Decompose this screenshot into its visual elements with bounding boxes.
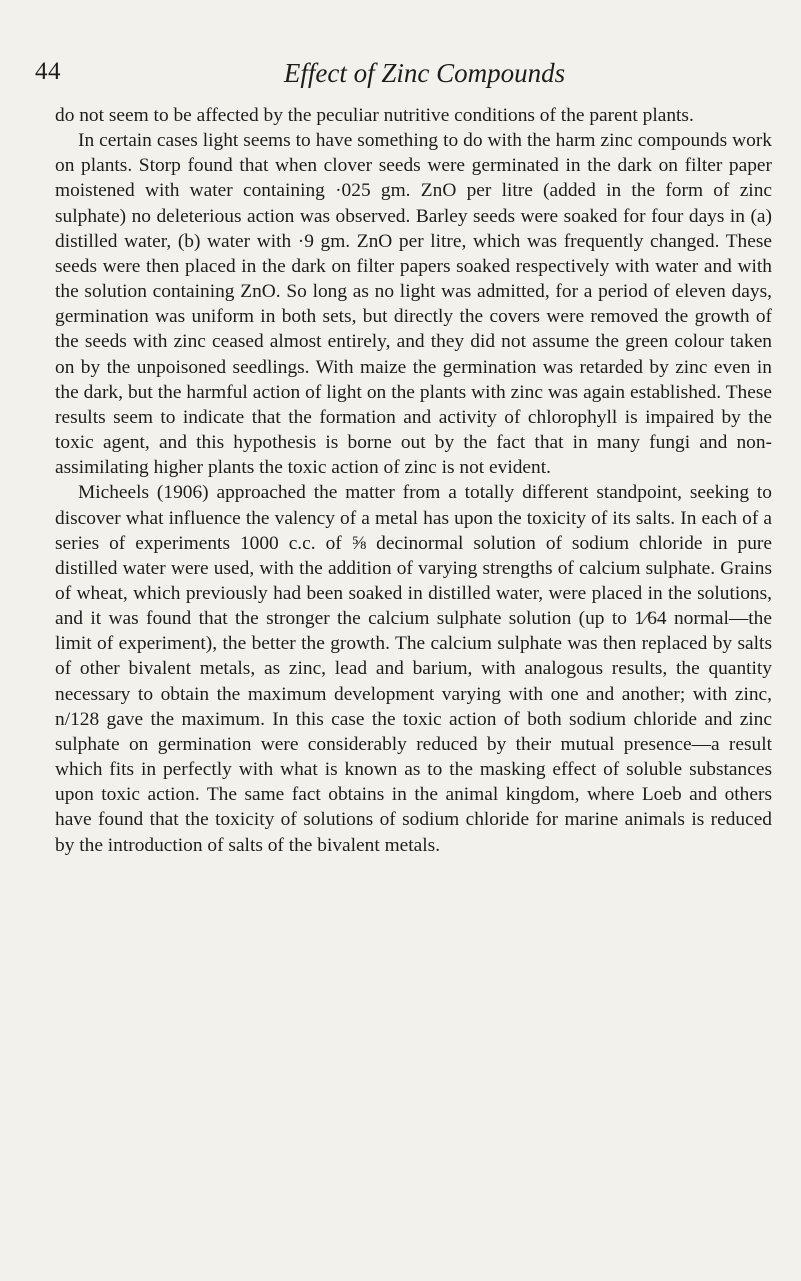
running-title: Effect of Zinc Compounds <box>283 58 566 88</box>
page-number: 44 <box>35 58 61 85</box>
paragraph-continuation: do not seem to be affected by the peculiar nutritive conditions of the parent plants. <box>55 105 694 126</box>
body-text <box>55 103 772 858</box>
running-title-container <box>0 58 801 89</box>
paragraph-micheels: Micheels (1906) approached the matter from a totally different standpoint, seeking to discover what influence the valency of a metal has upon the toxicity of its salts. In each of a series of experiments 1000 c.c. of ⅝ decinormal solution of sodium chloride in pure distilled water were used, with the addition of varying strengths of calcium sulphate. Grains of wheat, which previously had been soaked in distilled water, were placed in the solutions, and it was found that the stronger the calcium sulphate solution (up to 1⁄64 normal—the limit of experiment), the better the growth. The calcium sulphate was then replaced by salts of other bivalent metals, as zinc, lead and barium, with analogous results, the quantity necessary to obtain the maximum development varying with one and another; with zinc, n/128 gave the maximum. In this case the toxic action of both sodium chloride and zinc sulphate on germination were considerably reduced by their mutual presence—a result which fits in perfectly with what is known as to the masking effect of soluble substances upon toxic action. The same fact obtains in the animal kingdom, where Loeb and others have found that the toxicity of solutions of sodium chloride for marine animals is reduced by the introduction of salts of the bivalent metals. <box>55 482 772 856</box>
paragraph-light-effect: In certain cases light seems to have something to do with the harm zinc compounds work on plants. Storp found that when clover seeds were germinated in the dark on filter paper moistened with water containing ·025 gm. ZnO per litre (added in the form of zinc sulphate) no deleterious action was observed. Barley seeds were soaked for four days in (a) distilled water, (b) water with ·9 gm. ZnO per litre, which was frequently changed. These seeds were then placed in the dark on filter papers soaked respectively with water and with the solution containing ZnO. So long as no light was admitted, for a period of eleven days, germination was uniform in both sets, but directly the covers were removed the growth of the seeds with zinc ceased almost entirely, and they did not assume the green colour taken on by the unpoisoned seedlings. With maize the germination was retarded by zinc even in the dark, but the harmful action of light on the plants with zinc was again established. These results seem to indicate that the formation and activity of chlorophyll is impaired by the toxic agent, and this hypothesis is borne out by the fact that in many fungi and non-assimilating higher plants the toxic action of zinc is not evident. <box>55 130 772 479</box>
